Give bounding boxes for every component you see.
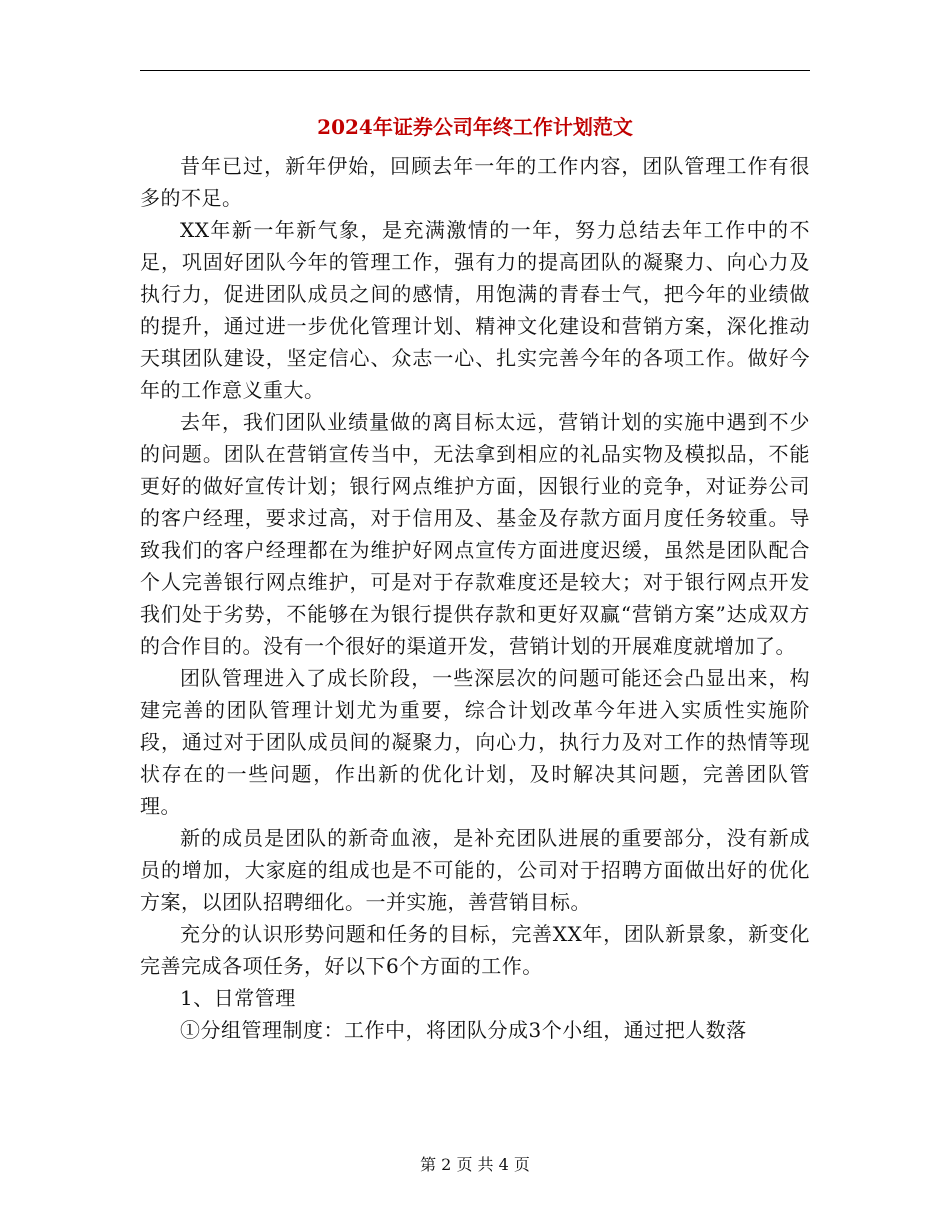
header-rule: [140, 70, 810, 71]
document-body: [140, 150, 810, 1046]
paragraph: 去年，我们团队业绩量做的离目标太远，营销计划的实施中遇到不少的问题。团队在营销宣传当中，无法拿到相应的礼品实物及模拟品，不能更好的做好宣传计划；银行网点维护方面，因银行业的竞争，对证券公司的客户经理，要求过高，对于信用及、基金及存款方面月度任务较重。导致我们的客户经理都在为维护好网点宣传方面进度迟缓，虽然是团队配合个人完善银行网点维护，可是对于存款难度还是较大；对于银行网点开发我们处于劣势，不能够在为银行提供存款和更好双赢“营销方案”达成双方的合作目的。没有一个很好的渠道开发，营销计划的开展难度就增加了。: [140, 410, 810, 658]
paragraph: 充分的认识形势问题和任务的目标，完善XX年，团队新景象，新变化完善完成各项任务，好以下6个方面的工作。: [140, 922, 810, 978]
paragraph: 团队管理进入了成长阶段，一些深层次的问题可能还会凸显出来，构建完善的团队管理计划尤为重要，综合计划改革今年进入实质性实施阶段，通过对于团队成员间的凝聚力，向心力，执行力及对工作的热情等现状存在的一些问题，作出新的优化计划，及时解决其问题，完善团队管理。: [140, 666, 810, 818]
paragraph: 新的成员是团队的新奇血液，是补充团队进展的重要部分，没有新成员的增加，大家庭的组成也是不可能的，公司对于招聘方面做出好的优化方案，以团队招聘细化。一并实施，善营销目标。: [140, 826, 810, 914]
paragraph: 昔年已过，新年伊始，回顾去年一年的工作内容，团队管理工作有很多的不足。: [140, 154, 810, 210]
paragraph: ①分组管理制度：工作中，将团队分成3个小组，通过把人数落: [180, 1018, 747, 1042]
section-heading: 1、日常管理: [180, 986, 296, 1010]
document-title: 2024年证券公司年终工作计划范文: [317, 115, 633, 139]
paragraph: XX年新一年新气象，是充满激情的一年，努力总结去年工作中的不足，巩固好团队今年的管理工作，强有力的提高团队的凝聚力、向心力及执行力，促进团队成员之间的感情，用饱满的青春士气，把今年的业绩做的提升，通过进一步优化管理计划、精神文化建设和营销方案，深化推动天琪团队建设，坚定信心、众志一心、扎实完善今年的各项工作。做好今年的工作意义重大。: [140, 218, 810, 402]
page-footer: 第 2 页 共 4 页: [420, 1155, 530, 1174]
